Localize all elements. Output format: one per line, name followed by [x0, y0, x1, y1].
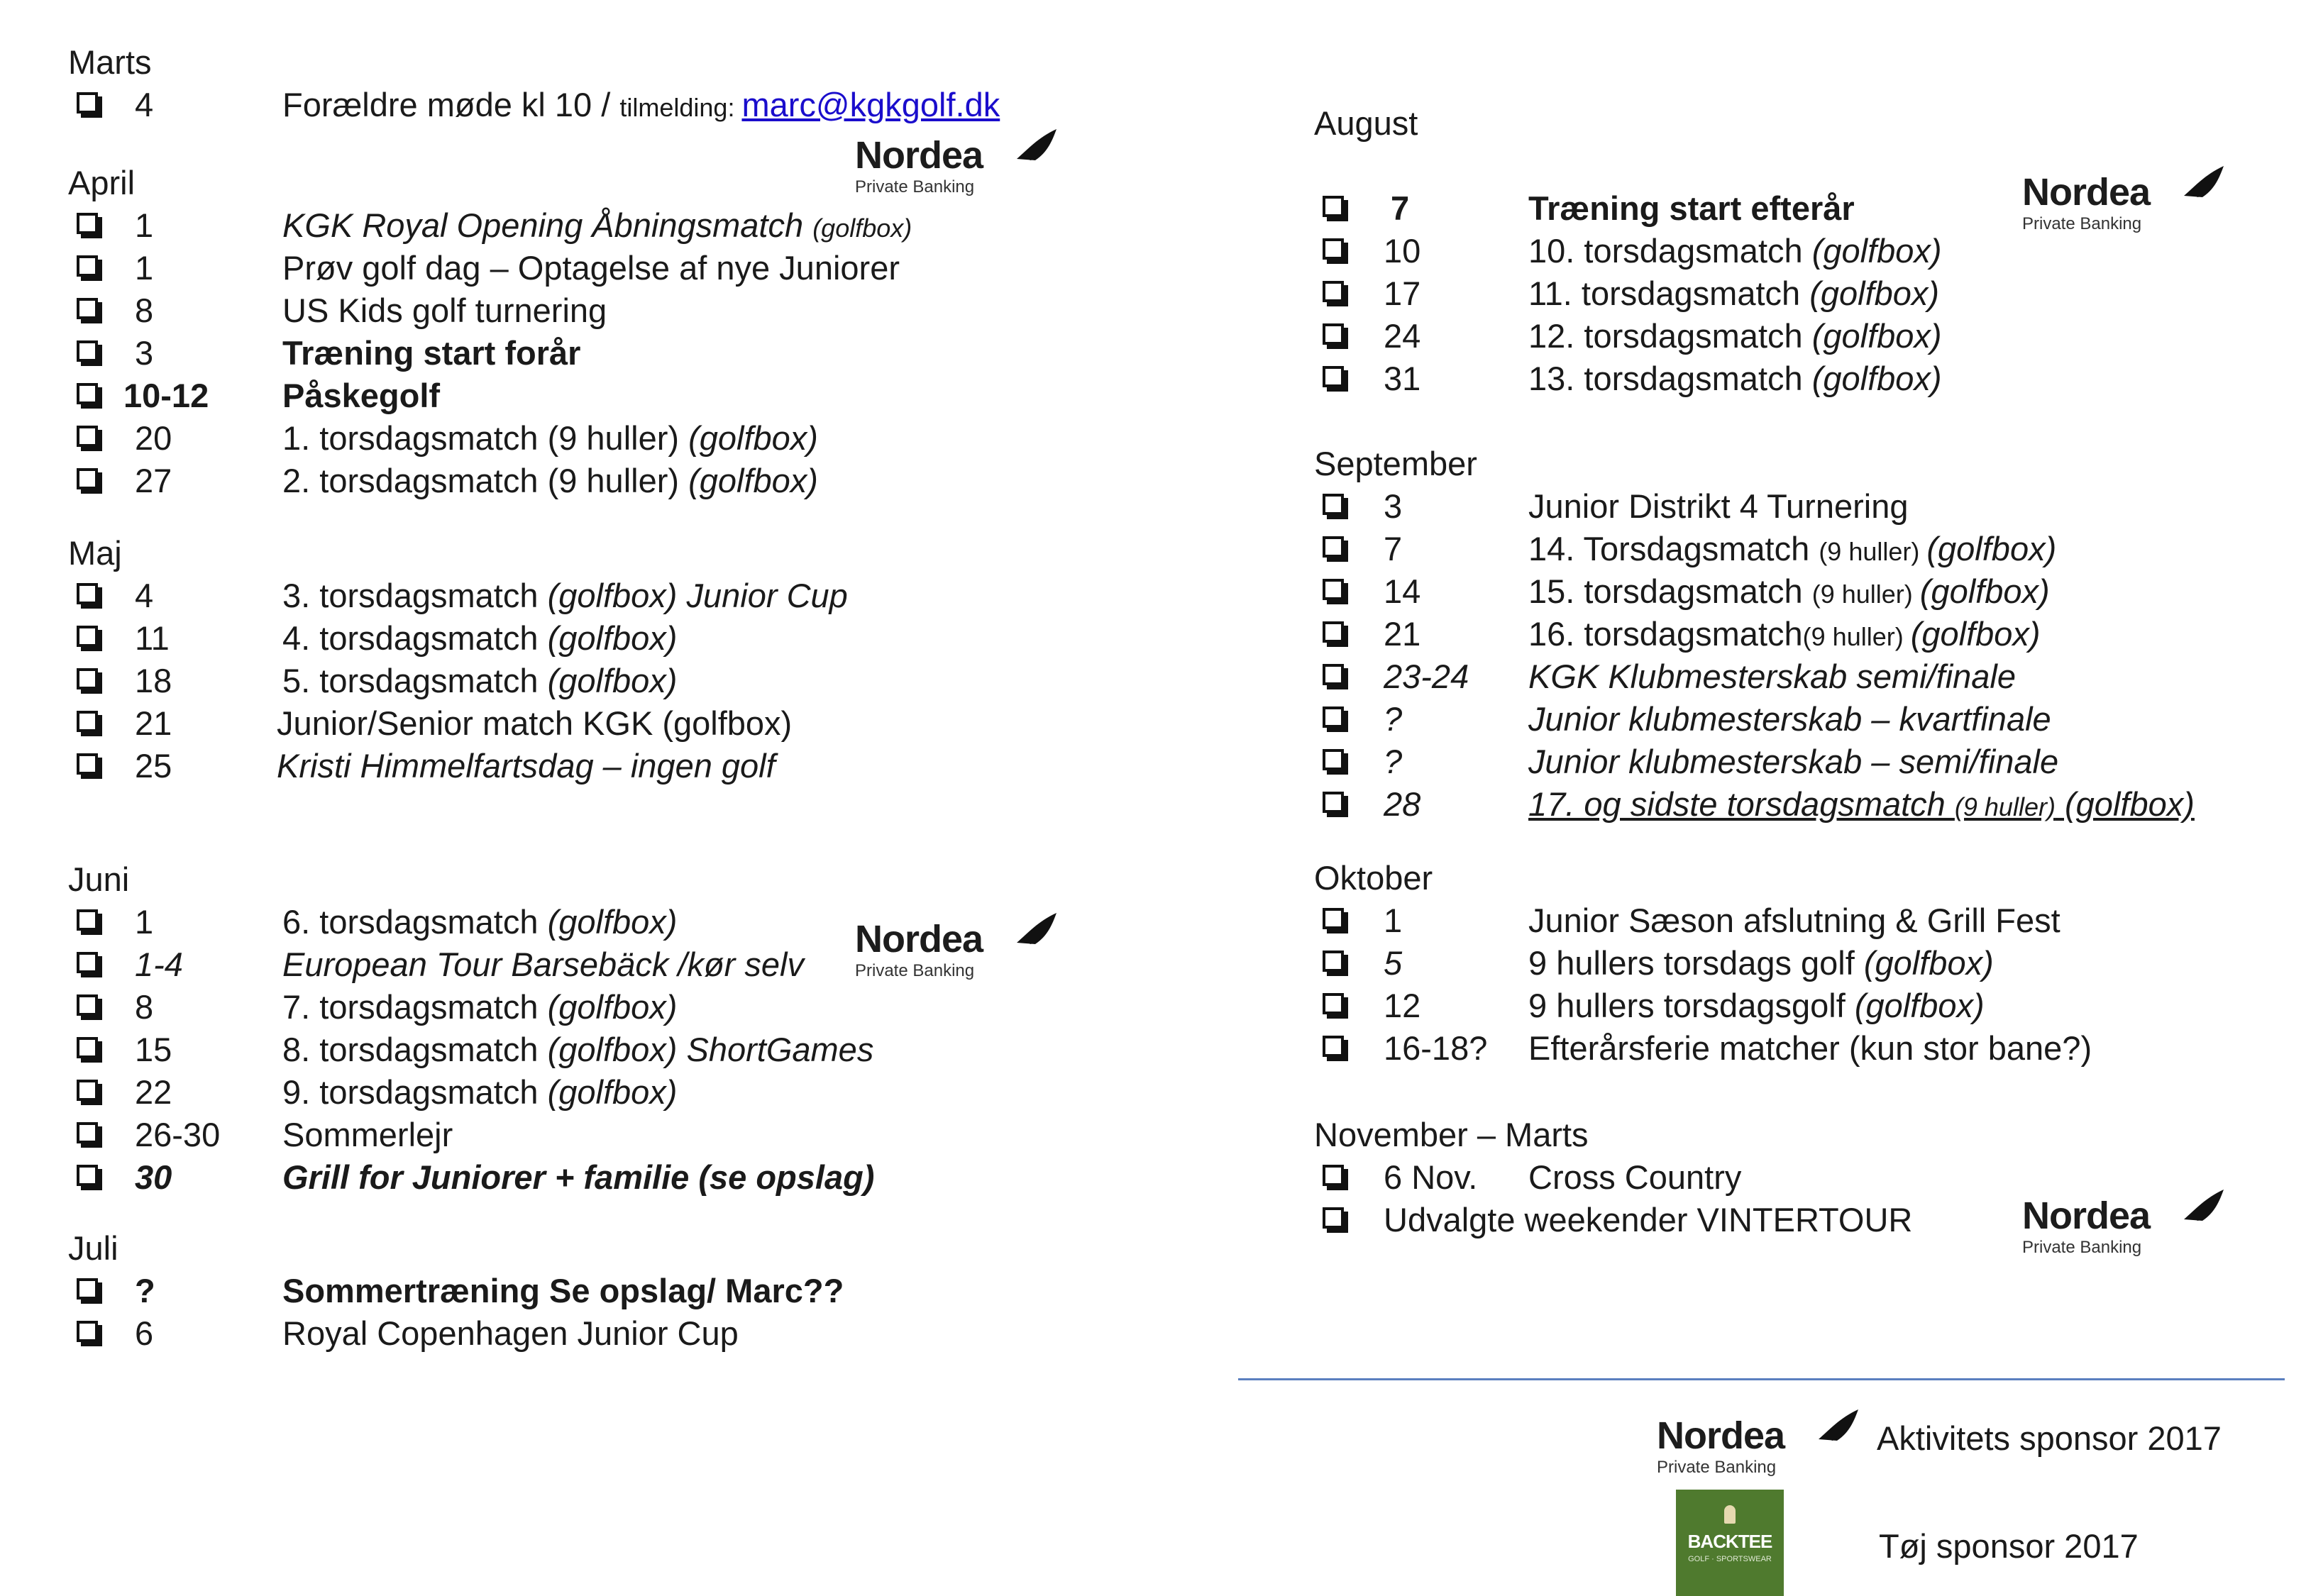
event-description: [282, 660, 677, 702]
checkbox-icon[interactable]: [77, 1037, 98, 1058]
event-description: Cross Country: [1528, 1158, 1742, 1196]
nordea-wordmark: Nordea: [2022, 171, 2151, 214]
checkbox-icon[interactable]: [77, 1122, 98, 1143]
event-text: 8. torsdagsmatch: [282, 1031, 548, 1068]
event-text: 16. torsdagsmatch: [1528, 615, 1803, 653]
nordea-logo: [1657, 1408, 1863, 1486]
event-description: Grill for Juniorer + familie (se opslag): [282, 1158, 875, 1196]
list-item: [68, 332, 1132, 375]
list-item: [1314, 1027, 2306, 1070]
event-date: 7: [1384, 530, 1403, 567]
event-description: [282, 1029, 873, 1071]
list-item: [68, 1114, 1132, 1156]
month-heading-april: April: [68, 164, 136, 201]
event-description: Junior klubmesterskab – kvartfinale: [1528, 700, 2051, 738]
event-text: 4. torsdagsmatch: [282, 619, 548, 657]
event-date: ?: [1384, 743, 1403, 780]
event-date: 22: [135, 1073, 172, 1111]
event-extra: (golfbox): [547, 619, 678, 657]
holes-note: (9 huller): [1819, 537, 1927, 566]
nordea-logo: [855, 911, 1061, 990]
event-date: 18: [135, 662, 172, 699]
list-item: [68, 417, 1132, 460]
event-date: 6 Nov.: [1384, 1158, 1478, 1196]
checkbox-icon[interactable]: [1323, 621, 1344, 643]
month-heading-august: August: [1314, 104, 1418, 142]
nordea-sail-icon: [1816, 1408, 1860, 1443]
month-heading-november: November – Marts: [1314, 1116, 1589, 1153]
event-date: 1: [135, 903, 154, 941]
event-extra: (golfbox): [547, 903, 678, 941]
event-text: 2. torsdagsmatch (9 huller): [282, 462, 689, 499]
checkbox-icon[interactable]: [1323, 281, 1344, 302]
checkbox-icon[interactable]: [77, 1321, 98, 1342]
month-heading-juni: Juni: [68, 860, 130, 898]
golf-tee-icon: [1724, 1505, 1736, 1524]
list-item: [1314, 985, 2306, 1027]
nordea-wordmark: Nordea: [855, 134, 983, 177]
nordea-subtitle: Private Banking: [855, 177, 975, 196]
month-heading-oktober: Oktober: [1314, 859, 1433, 897]
event-date: 1: [1384, 902, 1403, 939]
checkbox-icon[interactable]: [77, 994, 98, 1016]
event-date: 21: [1384, 615, 1421, 653]
event-description: [1528, 942, 1994, 985]
event-description: [282, 901, 677, 943]
nordea-sail-icon: [1014, 911, 1058, 947]
list-item: [68, 660, 1132, 702]
holes-note: (9 huller): [1954, 792, 2056, 821]
nordea-sail-icon: [1014, 128, 1058, 163]
event-date: 1-4: [135, 946, 183, 983]
nordea-subtitle: Private Banking: [2022, 1238, 2142, 1257]
checkbox-icon[interactable]: [1323, 238, 1344, 260]
checkbox-icon[interactable]: [77, 298, 98, 319]
nordea-wordmark: Nordea: [1657, 1414, 1785, 1457]
event-extra: (golfbox): [2055, 785, 2195, 823]
list-item: [1314, 899, 2306, 942]
list-item: [68, 1312, 1132, 1355]
email-link[interactable]: marc@kgkgolf.dk: [741, 86, 1000, 123]
checkbox-icon[interactable]: [77, 668, 98, 689]
nordea-subtitle: Private Banking: [1657, 1458, 1777, 1477]
event-description: Træning start efterår: [1528, 189, 1855, 227]
event-text: 3. torsdagsmatch: [282, 577, 548, 614]
list-item: [1314, 570, 2306, 613]
list-item: [1314, 358, 2306, 400]
event-date: 31: [1384, 360, 1421, 397]
list-item: [68, 1071, 1132, 1114]
event-text: 10. torsdagsmatch: [1528, 232, 1812, 270]
checkbox-icon[interactable]: [77, 255, 98, 277]
event-date: 17: [1384, 275, 1421, 312]
event-description: US Kids golf turnering: [282, 292, 607, 329]
nordea-logo: [2022, 1188, 2228, 1266]
event-extra: (golfbox): [547, 1073, 678, 1111]
list-item: [1314, 315, 2306, 358]
clothing-sponsor-label: Tøj sponsor 2017: [1879, 1527, 2139, 1565]
event-text: 5. torsdagsmatch: [282, 662, 548, 699]
event-date: 30: [135, 1158, 172, 1196]
event-text: 14. Torsdagsmatch: [1528, 530, 1819, 567]
checkbox-icon[interactable]: [77, 1080, 98, 1101]
event-text: Forældre møde kl 10 /: [282, 86, 620, 123]
event-description: Junior Sæson afslutning & Grill Fest: [1528, 902, 2060, 939]
event-description: KGK Klubmesterskab semi/finale: [1528, 658, 2017, 695]
checkbox-icon[interactable]: [1323, 536, 1344, 558]
nordea-logo: [2022, 165, 2228, 243]
list-item: [68, 1156, 1132, 1199]
event-description: [282, 204, 912, 250]
event-date: 27: [135, 462, 172, 499]
event-date: 1: [135, 206, 154, 244]
event-date: 1: [135, 249, 154, 287]
event-date: 20: [135, 419, 172, 457]
list-item: [1314, 528, 2306, 570]
checkbox-icon[interactable]: [1323, 1036, 1344, 1057]
checkbox-icon[interactable]: [1323, 908, 1344, 929]
event-extra: (golfbox): [688, 419, 818, 457]
checkbox-icon[interactable]: [1323, 1165, 1344, 1186]
event-text: 6. torsdagsmatch: [282, 903, 548, 941]
event-description: Junior/Senior match KGK (golfbox): [277, 704, 793, 742]
list-item: [68, 745, 1132, 787]
event-description: [282, 617, 677, 660]
checkbox-icon[interactable]: [77, 213, 98, 234]
event-date: 14: [1384, 572, 1421, 610]
event-date: 5: [1384, 944, 1403, 982]
event-description: [1528, 570, 2050, 616]
nordea-sail-icon: [2181, 1188, 2225, 1224]
list-item: [68, 986, 1132, 1029]
event-description: [282, 986, 677, 1029]
list-item: [68, 460, 1132, 502]
checkbox-icon[interactable]: [77, 583, 98, 604]
list-item: [68, 702, 1132, 745]
month-heading-september: September: [1314, 445, 1477, 482]
event-date: 10: [1384, 232, 1421, 270]
event-description: Træning start forår: [282, 334, 581, 372]
event-extra: (golfbox): [547, 988, 678, 1026]
event-description: [282, 84, 1000, 129]
event-description: [282, 417, 818, 460]
list-item: [1314, 783, 2306, 826]
checkbox-icon[interactable]: [77, 909, 98, 931]
event-date: 3: [135, 334, 154, 372]
backtee-logo: [1676, 1490, 1784, 1596]
list-item: [1314, 485, 2306, 528]
event-date: 7: [1391, 189, 1410, 227]
event-description: Prøv golf dag – Optagelse af nye Juniorer: [282, 249, 900, 287]
event-date: 6: [135, 1314, 154, 1352]
event-text: 12. torsdagsmatch: [1528, 317, 1812, 355]
month-heading-marts: Marts: [68, 43, 152, 81]
event-description: [1528, 315, 1942, 358]
list-item: [68, 1270, 1132, 1312]
event-date: Udvalgte weekender VINTERTOUR: [1384, 1201, 1913, 1238]
event-extra: (golfbox): [1811, 317, 1942, 355]
event-description: [282, 575, 848, 617]
checkbox-icon[interactable]: [77, 753, 98, 775]
event-date: 3: [1384, 487, 1403, 525]
event-date: 16-18?: [1384, 1029, 1488, 1067]
checkbox-icon[interactable]: [1323, 792, 1344, 813]
event-description: [282, 1071, 677, 1114]
checkbox-icon[interactable]: [1323, 706, 1344, 728]
event-text: 9 hullers torsdags golf: [1528, 944, 1864, 982]
event-extra: (golfbox): [1863, 944, 1994, 982]
event-description: Sommertræning Se opslag/ Marc??: [282, 1272, 844, 1309]
event-date: 26-30: [135, 1116, 221, 1153]
event-date: 8: [135, 292, 154, 329]
checkbox-icon[interactable]: [1323, 1207, 1344, 1229]
nordea-wordmark: Nordea: [855, 918, 983, 960]
event-text: 1. torsdagsmatch (9 huller): [282, 419, 689, 457]
list-item: [68, 375, 1132, 417]
checkbox-icon[interactable]: [1323, 749, 1344, 770]
event-description: [1528, 783, 2195, 829]
month-heading-maj: Maj: [68, 534, 122, 572]
event-text: 9 hullers torsdagsgolf: [1528, 987, 1855, 1024]
checkbox-icon[interactable]: [1323, 196, 1344, 217]
list-item: [68, 84, 1132, 126]
event-extra: (golfbox): [688, 462, 818, 499]
checkbox-icon[interactable]: [77, 626, 98, 647]
holes-note: (9 huller): [1802, 622, 1911, 651]
event-date: 8: [135, 988, 154, 1026]
event-date: 23-24: [1384, 658, 1469, 695]
event-date: 21: [135, 704, 172, 742]
list-item: [68, 204, 1132, 247]
nordea-sail-icon: [2181, 165, 2225, 200]
list-item: [1314, 698, 2306, 741]
list-item: [1314, 613, 2306, 655]
event-description: Royal Copenhagen Junior Cup: [282, 1314, 739, 1352]
checkbox-icon[interactable]: [77, 340, 98, 362]
checkbox-icon[interactable]: [77, 1165, 98, 1186]
event-text: 15. torsdagsmatch: [1528, 572, 1812, 610]
event-extra: (golfbox): [1919, 572, 2050, 610]
event-description: Junior klubmesterskab – semi/finale: [1528, 743, 2059, 780]
signup-label: tilmelding:: [619, 93, 742, 122]
checkbox-icon[interactable]: [1323, 993, 1344, 1014]
holes-note: (9 huller): [1811, 580, 1920, 609]
event-description: [1528, 230, 1942, 272]
list-item: [68, 247, 1132, 289]
event-description: Kristi Himmelfartsdag – ingen golf: [277, 747, 776, 785]
event-description: [1528, 528, 2056, 573]
event-date: 28: [1384, 785, 1421, 823]
activity-sponsor-label: Aktivitets sponsor 2017: [1877, 1419, 2222, 1457]
event-extra: (golfbox) Junior Cup: [547, 577, 848, 614]
checkbox-icon[interactable]: [1323, 366, 1344, 387]
list-item: [1314, 655, 2306, 698]
event-description: Påskegolf: [282, 377, 441, 414]
event-date: 4: [135, 86, 154, 123]
section-divider: [1238, 1378, 2285, 1380]
list-item: [1314, 272, 2306, 315]
event-description: European Tour Barsebäck /kør selv: [282, 946, 804, 983]
checkbox-icon[interactable]: [1323, 579, 1344, 600]
event-date: 24: [1384, 317, 1421, 355]
event-extra: (golfbox): [1809, 275, 1940, 312]
event-extra: (golfbox) ShortGames: [547, 1031, 874, 1068]
nordea-wordmark: Nordea: [2022, 1195, 2151, 1237]
checkbox-icon[interactable]: [1323, 951, 1344, 972]
event-date: 15: [135, 1031, 172, 1068]
event-date: 25: [135, 747, 172, 785]
list-item: [1314, 942, 2306, 985]
event-extra: (golfbox): [1811, 360, 1942, 397]
event-description: [1528, 985, 1985, 1027]
event-extra: (golfbox): [547, 662, 678, 699]
list-item: [68, 575, 1132, 617]
checkbox-icon[interactable]: [77, 952, 98, 973]
checkbox-icon[interactable]: [77, 711, 98, 732]
checkbox-icon[interactable]: [1323, 664, 1344, 685]
list-item: [68, 289, 1132, 332]
backtee-subtitle: GOLF · SPORTSWEAR: [1688, 1555, 1772, 1563]
event-extra: (golfbox): [1811, 232, 1942, 270]
event-extra: (golfbox): [812, 214, 912, 243]
list-item: [68, 1029, 1132, 1071]
event-text: 13. torsdagsmatch: [1528, 360, 1812, 397]
event-description: Sommerlejr: [282, 1116, 453, 1153]
checkbox-icon[interactable]: [77, 1278, 98, 1299]
list-item: [1314, 741, 2306, 783]
event-description: [1528, 613, 2041, 658]
event-date: ?: [1384, 700, 1403, 738]
list-item: [68, 617, 1132, 660]
checkbox-icon[interactable]: [77, 383, 98, 404]
nordea-subtitle: Private Banking: [2022, 214, 2142, 233]
checkbox-icon[interactable]: [1323, 323, 1344, 345]
month-heading-juli: Juli: [68, 1229, 118, 1267]
event-date: 12: [1384, 987, 1421, 1024]
checkbox-icon[interactable]: [77, 468, 98, 489]
checkbox-icon[interactable]: [77, 426, 98, 447]
event-description: Junior Distrikt 4 Turnering: [1528, 487, 1909, 525]
nordea-subtitle: Private Banking: [855, 961, 975, 980]
event-date: ?: [135, 1272, 155, 1309]
event-description: [1528, 272, 1939, 315]
event-description: [282, 460, 818, 502]
event-description: [1528, 358, 1942, 400]
event-extra: (golfbox): [1926, 530, 2057, 567]
event-date: 11: [135, 619, 170, 657]
event-text: 11. torsdagsmatch: [1528, 275, 1810, 312]
event-text: 9. torsdagsmatch: [282, 1073, 548, 1111]
nordea-logo: [855, 128, 1061, 206]
event-text: 7. torsdagsmatch: [282, 988, 548, 1026]
checkbox-icon[interactable]: [77, 92, 98, 113]
event-text: KGK Royal Opening Åbningsmatch: [282, 206, 813, 244]
event-extra: (golfbox): [1910, 615, 2041, 653]
checkbox-icon[interactable]: [1323, 494, 1344, 515]
event-extra: (golfbox): [1854, 987, 1985, 1024]
event-date: 10-12: [123, 377, 209, 414]
event-description: Efterårsferie matcher (kun stor bane?): [1528, 1029, 2092, 1067]
backtee-wordmark: BACKTEE: [1687, 1531, 1772, 1552]
event-date: 4: [135, 577, 154, 614]
event-text: 17. og sidste torsdagsmatch: [1528, 785, 1955, 823]
